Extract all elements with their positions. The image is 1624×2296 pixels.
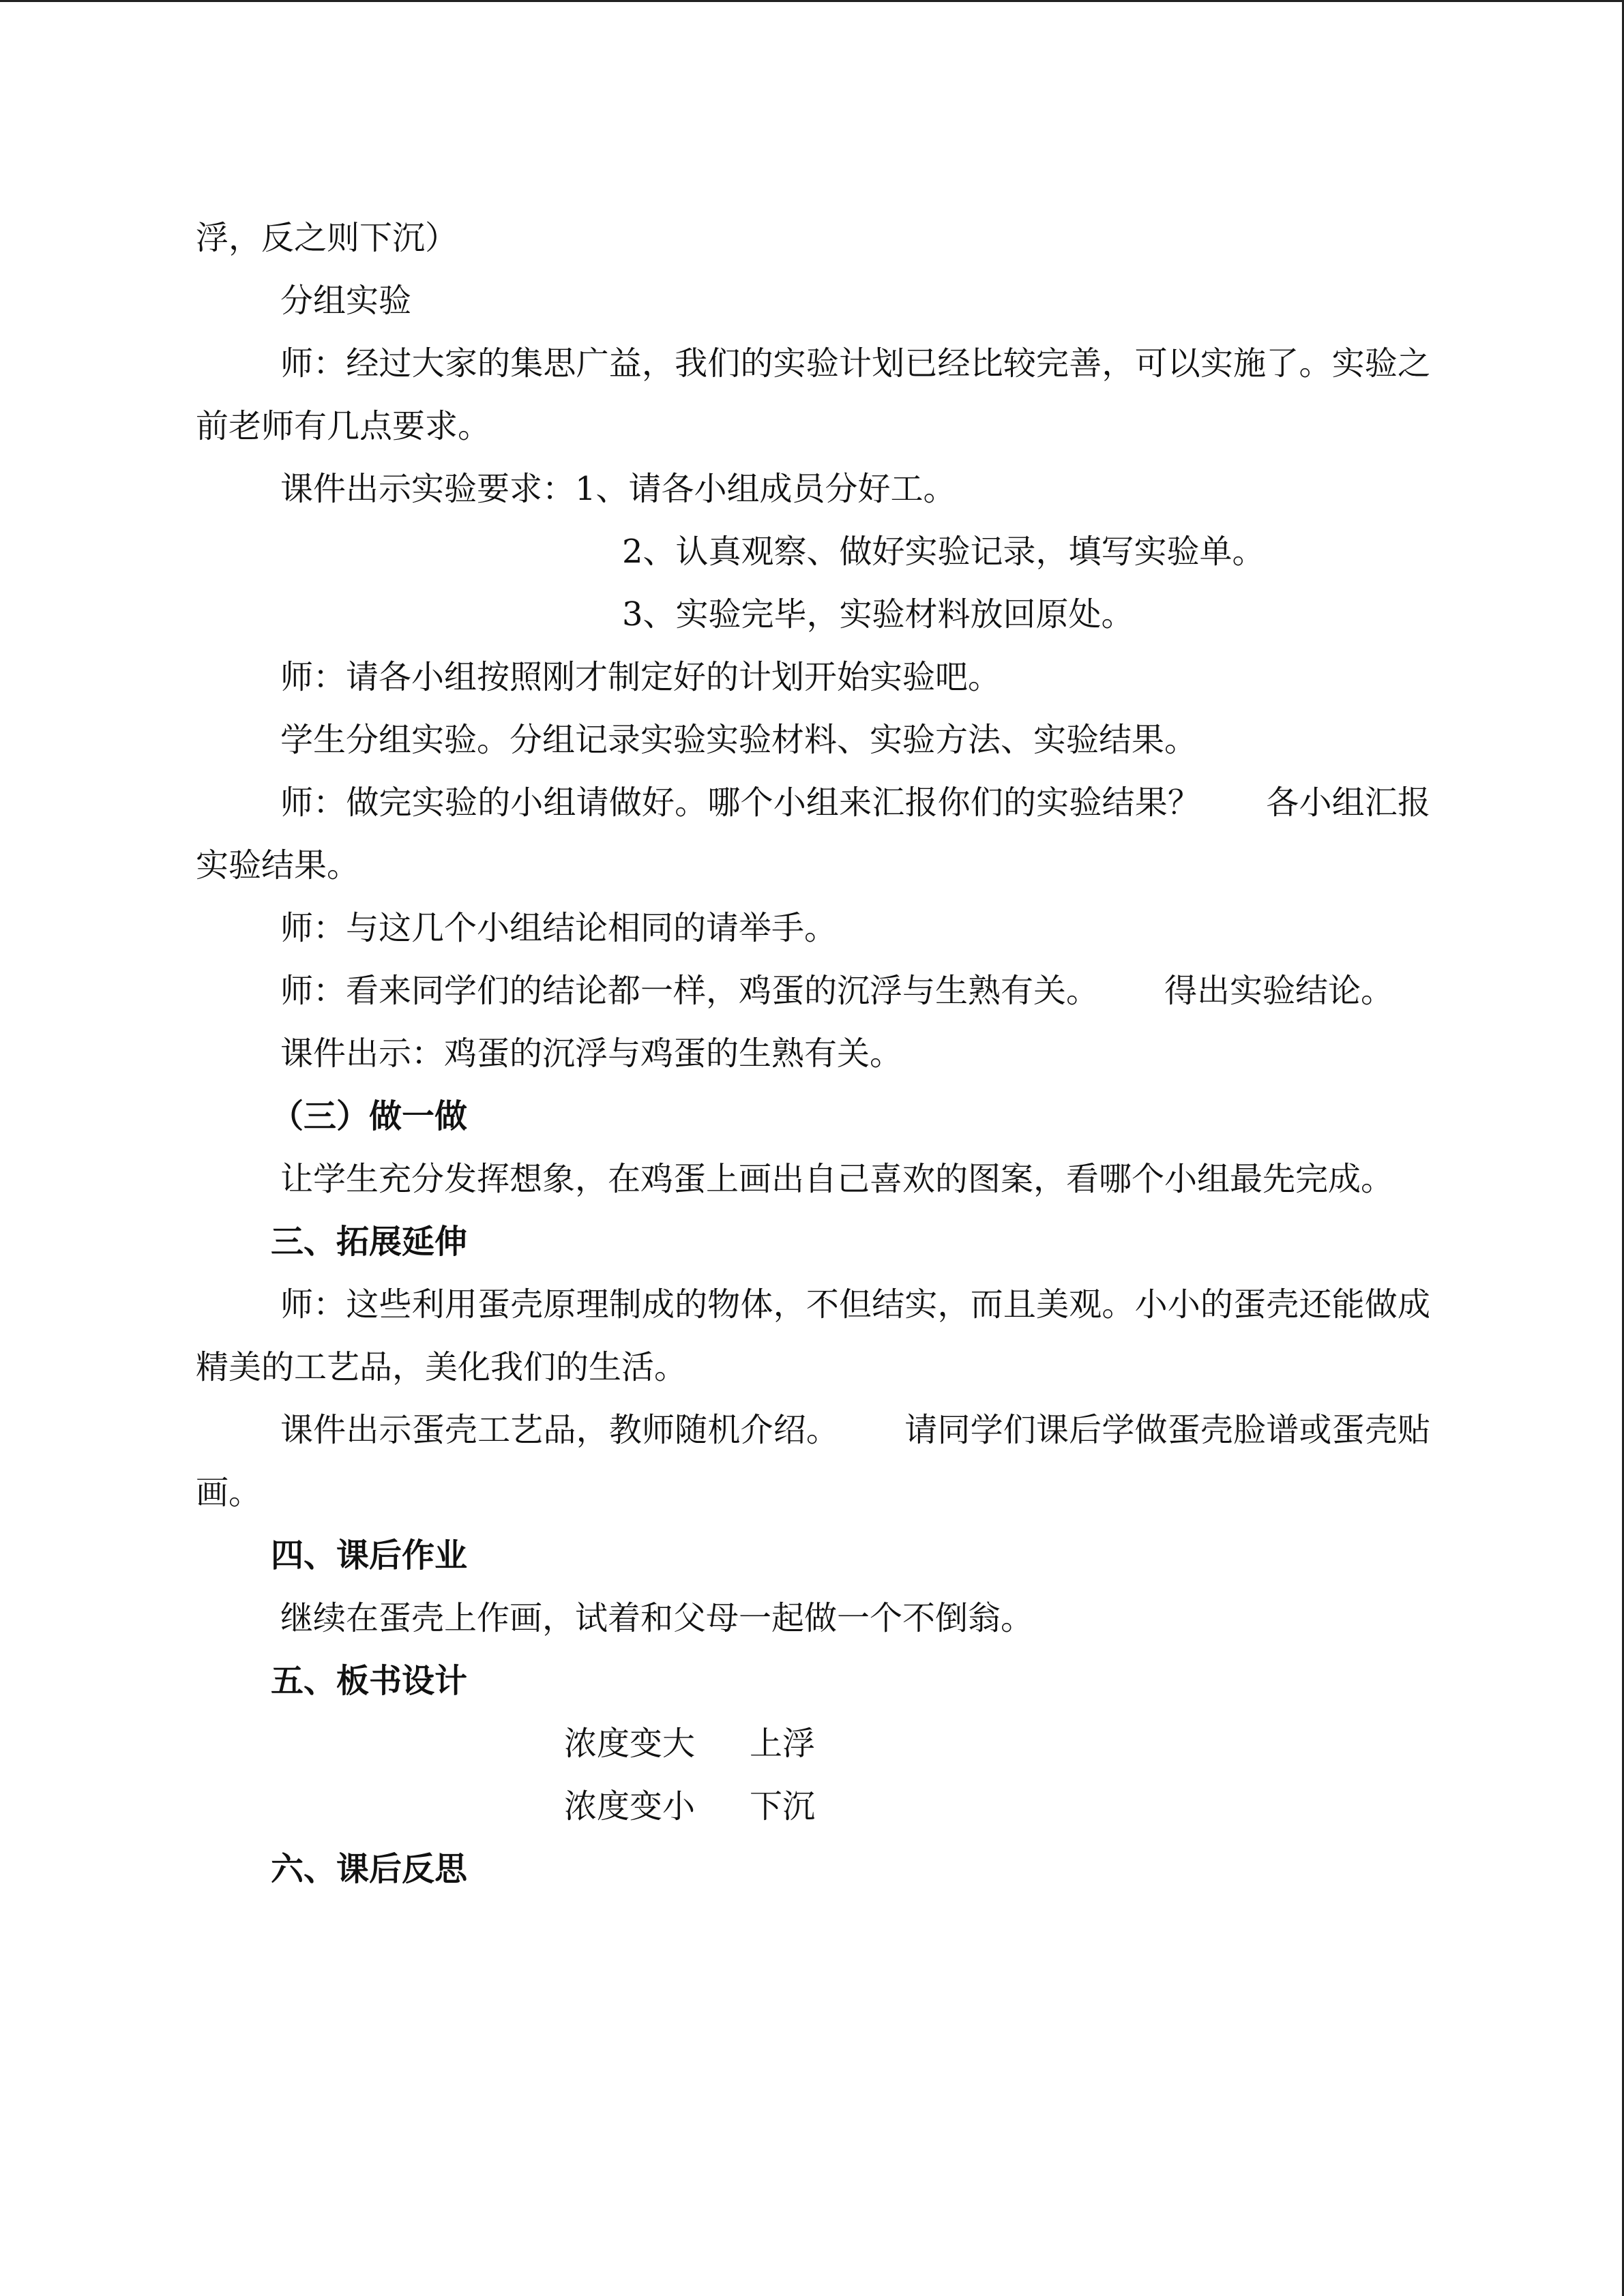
paragraph-teacher-conclusion [196, 959, 1430, 1022]
group-report: 各小组汇报实验结果。 [196, 784, 1430, 884]
paragraph-teacher-plan: 师：经过大家的集思广益，我们的实验计划已经比较完善，可以实施了。实验之前老师有几点要求。 [196, 344, 1430, 445]
paragraph-student-experiment: 学生分组实验。分组记录实验实验材料、实验方法、实验结果。 [280, 721, 1198, 759]
requirement-3: 3、实验完毕，实验材料放回原处。 [622, 595, 1134, 633]
board-row-2 [196, 1775, 1430, 1838]
board-row-1 [196, 1712, 1430, 1775]
board-row-1-concentration: 浓度变大 [564, 1725, 696, 1763]
board-row-1-result: 上浮 [750, 1725, 816, 1763]
paragraph-eggshell-crafts [196, 1399, 1430, 1524]
paragraph-eggshell-objects: 师：这些利用蛋壳原理制成的物体，不但结实，而且美观。小小的蛋壳还能做成精美的工艺品，美化我们的生活。 [196, 1285, 1430, 1386]
conclusion-result: 得出实验结论。 [1164, 972, 1394, 1010]
paragraph-homework: 继续在蛋壳上作画，试着和父母一起做一个不倒翁。 [280, 1599, 1034, 1637]
board-row-2-concentration: 浓度变小 [564, 1787, 696, 1825]
paragraph-teacher-start: 师：请各小组按照刚才制定好的计划开始实验吧。 [280, 658, 1001, 696]
heading-homework: 四、课后作业 [271, 1536, 468, 1575]
paragraph-teacher-report [196, 771, 1430, 897]
paragraph-courseware-conclusion: 课件出示：鸡蛋的沉浮与鸡蛋的生熟有关。 [280, 1034, 903, 1073]
crafts-intro: 课件出示蛋壳工艺品，教师随机介绍。 [280, 1411, 840, 1449]
requirement-intro: 课件出示实验要求：1、请各小组成员分好工。 [280, 470, 956, 508]
requirement-2: 2、认真观察、做好实验记录，填写实验单。 [622, 533, 1265, 571]
heading-extension: 三、拓展延伸 [271, 1223, 468, 1261]
paragraph-teacher-hands: 师：与这几个小组结论相同的请举手。 [280, 909, 838, 947]
paragraph-float-sink: 浮，反之则下沉） [196, 219, 458, 257]
paragraph-draw-egg: 让学生充分发挥想象，在鸡蛋上画出自己喜欢的图案，看哪个小组最先完成。 [280, 1160, 1394, 1198]
document-body [196, 207, 1430, 1900]
heading-reflection: 六、课后反思 [271, 1850, 468, 1888]
teacher-conclusion-text: 师：看来同学们的结论都一样，鸡蛋的沉浮与生熟有关。 [280, 972, 1099, 1010]
crafts-homework: 请同学们课后学做蛋壳脸谱或蛋壳贴画。 [196, 1411, 1430, 1512]
heading-do-it: （三）做一做 [271, 1097, 468, 1135]
paragraph-group-experiment: 分组实验 [280, 282, 412, 320]
heading-board-design: 五、板书设计 [271, 1662, 468, 1700]
teacher-report-question: 师：做完实验的小组请做好。哪个小组来汇报你们的实验结果？ [280, 784, 1201, 822]
board-row-2-result: 下沉 [750, 1787, 816, 1825]
